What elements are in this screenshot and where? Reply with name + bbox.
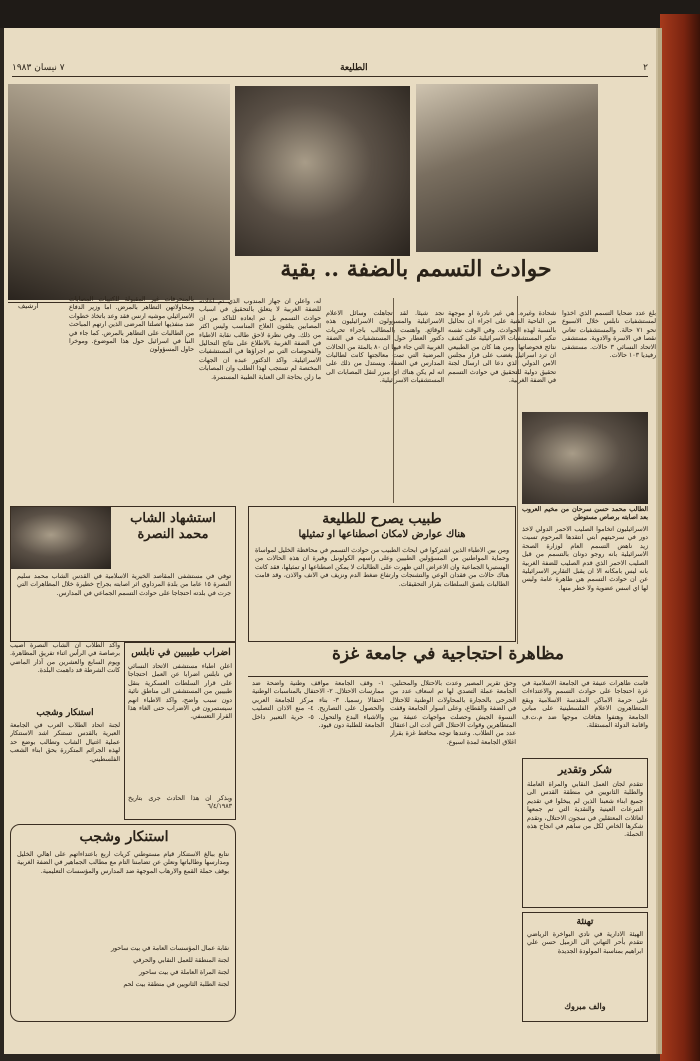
poison-article-col3: نجد شيئا. لقد تجاهلت وسائل الاعلام الاسرائيلية والمسؤولون الاسرائيليون هذه الوقائع. واهتمت بالمطالب باجراء تحريات دكتور العطار حول المستشفيات في الضفة الغربية التي جاء فيها ان ٨٠ بالمئة من الحالات المرضية التي تمت معالجتها كانت لطالبات المدارس في الضفة. ويستدل من ذلك على انه لم يكن هناك اي مبرر لنقل المصابات الى المستشفيات الاسرائيلية. bbox=[326, 310, 444, 385]
doctors-strike-title: اضراب طبيبين في نابلس bbox=[131, 647, 231, 658]
condemnation-box-text: نتابع ببالغ الاستنكار قيام مستوطني كريات اربع باعتداءاتهم على اهالي الخليل ومدارسها وطالباتها ونعلن عن تضامننا التام مع مطالب الجماهير في الضفة الغربية بوقف حملة القمع والارهاب الموجهة ضد المدارس والمؤسسات التعليمية. bbox=[17, 851, 229, 875]
newspaper-page bbox=[4, 28, 656, 1054]
thanks-box bbox=[522, 758, 648, 908]
poison-article-col2: له، واعلن ان جهاز المندوب الذي تم اعادته للضفة الغربية لا يتعلق بالتحقيق في اسباب حوادث التسمم بل تم ابعاده للتاكد من ان المصابين يتلقون العلاج المناسب وليس اكثر من ذلك. وفي نظرة لاحق طالب نقابة الاطباء في الضفة الغربية بالاطلاع على نتائج التحاليل والفحوصات التي تم اجراؤها في المستشفيات الاسرائيلية. واكد الدكتور عبده ان الجهات المختصة لم تستجب لهذا الطلب وان المصابات ما زلن بحاجة الى العناية الطبية المستمرة. bbox=[199, 298, 321, 381]
martyr-photo bbox=[11, 507, 111, 569]
column-rule-2 bbox=[393, 298, 394, 503]
poison-article-col1: بالمنحرفات غير المقبولة للكتيبات المصابات ومحاولاتهن التظاهر بالمرض. اما وزير الدفاع الاسرائيلي موشيه ارنس فقد وعد باتخاذ خطوات ضد منفذيها اتصلتا المرضى الذين ارتهم المباحث من الطالبات على التظاهر بالمرض. كما جاء في النبأ في اسرائيل حول هذا الموضوع. وموخرا حاول المسؤولون bbox=[69, 296, 194, 354]
issue-date: ٧ نيسان ١٩٨٣ bbox=[12, 63, 65, 73]
congratulations-signature: والف مبروك bbox=[564, 1001, 606, 1011]
martyr-box bbox=[10, 506, 236, 642]
poison-article-col4: شحادة وغيره. هي غير نادرة او موجهة من الناحية الفنية على اجراء ان تحاليل بالنسبة لهذه الحوادث. وفي الوقت نفسه تنكبر المستشفيات الاسرائيلية على كشف نتائج فحوصاتها. ومن هنا كان من الطبيعي ان ترد اسرائيل بغضب على قرار مجلس الامن الدولي الذي دعا الى ارسال لجنة تحقيق دولية للتحقيق في حوادث التسمم في الضفة الغربية. bbox=[448, 310, 556, 385]
signatory-3: لجنة المرأة العاملة في بيت ساحور bbox=[138, 969, 229, 976]
poison-article-col5: بلغ عدد ضحايا التسمم الذي اخذوا لمستشفيات نابلس خلال الاسبوع نحو ٧١ حالة. والمستشفيات تعاني نقصا في الاسرة والادوية. مستشفى الاتحاد النسائي ٣ حالات. مستشفى رفيديا ١٠٣ حالات. bbox=[562, 310, 656, 360]
doctor-statement-subtitle: هناك عوارض لامكان اصطناعها او تمثيلها bbox=[298, 529, 466, 540]
protest-col3: ١- وقف الجامعة مواقف وطنية واضحة ضد ممارسات الاحتلال. ٢- الاحتفال بالمناسبات الوطنية احتفالا رسميا. ٣- بناء مركز للجامعة العربي والحصول على التصاريح. ٤- منع الاذان التصليب والاشياء البدع والتحول. ٥- حرية التعبير داخل الجامعة للطلبة دون قيود. bbox=[252, 680, 384, 730]
doctor-statement-box bbox=[248, 506, 516, 642]
condemnation-subhead: استنكار وشجب bbox=[36, 708, 94, 718]
paper-name: الطليعة bbox=[340, 63, 368, 73]
doctors-strike-text: اعلن اطباء مستشفى الاتحاد النسائي في نابلس اضرابا عن العمل احتجاجا على قرار السلطات العسكرية بنقل طبيبين من المستشفى الى مناطق نائية دون سبب واضح، واكد الاطباء انهم سيستمرون في الاضراب حتى الغاء هذا القرار التعسفي. bbox=[128, 663, 232, 721]
photo-patient-bed bbox=[235, 86, 410, 256]
binder-spine bbox=[660, 14, 700, 1061]
column-rule-1 bbox=[517, 296, 518, 644]
martyr-text: توفي في مستشفى المقاصد الخيرية الاسلامية في القدس الشاب محمد سليم النصرة ١٥ عاما من بلدة المرداوي اثر اصابته بجراح خطيرة خلال المظاهرات التي جرت في بلدته احتجاجا على حوادث التسمم الجماعي في المدارس. bbox=[17, 573, 231, 597]
photo-hospital-left bbox=[8, 84, 230, 300]
congratulations-text: الهيئة الادارية في نادي البواخرة الرياضي تتقدم بأحر التهاني الى الزميل حسن علي ابراهيم بمناسبة المولودة الجديدة bbox=[527, 931, 643, 955]
signatory-2: لجنة المنطقة للعمل النقابي والحرفي bbox=[133, 957, 229, 964]
condemnation-text: لجنة اتحاد الطلاب العرب في الجامعة العبرية بالقدس تستنكر اشد الاستنكار عملية اغتيال الشاب وتطالب بوضع حد لهذه الجرائم المتكررة بحق ابناء الشعب الفلسطيني. bbox=[10, 722, 120, 763]
signatory-1: نقابة عمال المؤسسات العامة في بيت ساحور bbox=[110, 945, 229, 952]
photo-injured-student bbox=[522, 412, 648, 504]
protest-col2: وحق تقرير المصير وعدت بالاحتلال والمحتلين. الجامعة عملة التصدي لها تم اسعاف عدد من الجرحى بالحجارة بالمحاولات الوطنية للاحتلال في الضفة والقطاع، وعلى اسوار الجامعة وقفت النسوة الجيش وحصلت مواجهات عنيفة بين المتظاهرين وقوات الاحتلال التي ادت الى اعتقال عدد من الطلاب. وعندها توجه محافظ غزة بقرار اغلاق الجامعة لمدة اسبوع. bbox=[390, 680, 516, 746]
doctors-strike-date: وبذكر ان هذا الحادث جرى بتاريخ ٦/٤/١٩٨٣ bbox=[128, 795, 232, 811]
doctor-statement-text: ومن بين الاطباء الذين اشتركوا في ابحاث الطبيب من حوادث التسمم في محافظة الخليل لمواساة وحماية المواطنين من المسؤولين الطبيين وعلى راسهم الكولونيل وفيرة ان هذه الحالات من الهستيريا الجماعية وان الاعراض التي ظهرت على الطالبات لا يمكن اصطناعها او تمثيلها، فقد كانت هناك حالات من فقدان الوعي والتشنجات وارتفاع ضغط الدم ونزيف في الانف والاذن، وقد قامت الطالبات بلصق السلطات بقرار التحقيقات. bbox=[255, 547, 509, 588]
injured-photo-caption: الطالب محمد حسن سرحان من مخيم العروب بعد اصابته برصاص مستوطن bbox=[522, 506, 648, 522]
protest-col1: قامت ظاهرات عنيفة في الجامعة الاسلامية في غزة احتجاجا على حوادث التسمم والاعتداءات على حرمة الاماكن المقدسة الاسلامية ويقع المتظاهرون الاعلام الفلسطينية على مباني الجامعة وهتفوا هتافات موجها ضد م.ت.ف واقامة الدولة المستقلة. bbox=[522, 680, 648, 730]
page-header bbox=[12, 62, 648, 74]
congratulations-title: تهنئة bbox=[576, 917, 594, 927]
congratulations-box bbox=[522, 912, 648, 1022]
doctor-statement-title: طبيب يصرح للطليعة bbox=[322, 511, 442, 527]
condemnation-box bbox=[10, 824, 236, 1022]
thanks-title: شكر وتقدير bbox=[557, 763, 613, 776]
page-number: ٢ bbox=[643, 63, 648, 73]
martyr-title: استشهاد الشاب محمد النصرة bbox=[130, 511, 216, 542]
header-rule bbox=[12, 76, 648, 77]
thanks-text: تتقدم لجان العمل النقابي والمرأة العاملة والطلبة الثانويين في منطقة القدس الى جميع ابناء شعبنا الذين لم يبخلوا في تقديم التبرعات العينية والنقدية التي تم جمعها لعائلات المعتقلين في سجون الاحتلال، وتقدم شكرها الخاص لكل من ساهم في انجاح هذه الحملة. bbox=[527, 781, 643, 839]
doctors-strike-box bbox=[124, 642, 236, 820]
martyr-text-continued: واكد الطلاب ان الشاب النصرة اصيب برصاصة في الرأس اثناء تفريق المظاهرة. ويوم السابع والعشرين من آذار الماضي كانت الشرطة قد داهمت البلدة. bbox=[10, 642, 120, 675]
protest-headline-rule bbox=[248, 676, 648, 677]
scan-top-edge bbox=[0, 0, 700, 28]
archive-caption: ارشيف bbox=[18, 302, 39, 310]
condemnation-box-title: استنكار وشجب bbox=[79, 829, 169, 845]
right-column-article: الاسرائيليون اتخاموا الصليب الاحمر الدولي لاخذ دور في سرحيتهم ابتي انتقدها المرحوم تسيت زيد ناهض التسمم العام لوزارة الصحة الاسرائيلية بانه روجو دونان بالتسمم من قبل الصليب الاحمر الذي قدم الصليب للضفة الغربية بانه ليس بامكانه الا ان يقبل التقارير الاسرائيلية عن ان حوادث التسمم هي ظاهرة عامة وليس لها اي اسس عضوية ولا خطر منها. bbox=[522, 526, 648, 592]
photo-students-right bbox=[416, 84, 598, 252]
protest-headline: مظاهرة احتجاجية في جامعة غزة bbox=[331, 644, 564, 664]
main-headline: حوادث التسمم بالضفة .. بقية bbox=[280, 256, 552, 282]
signatory-4: لجنة الطلبة الثانويين في منطقة بيت لحم bbox=[123, 981, 229, 988]
